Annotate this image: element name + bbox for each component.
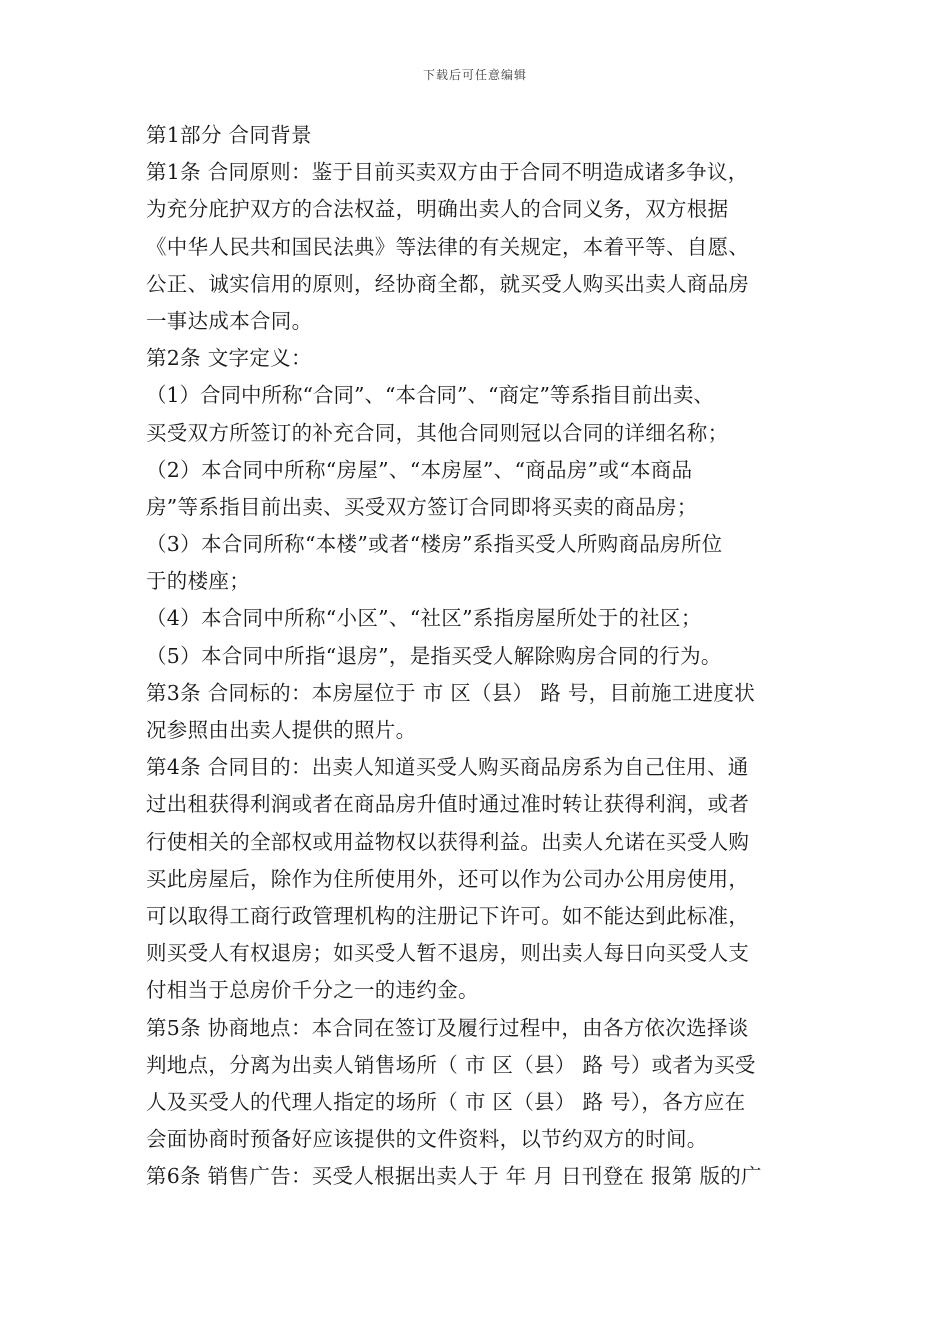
document-body xyxy=(146,117,836,1195)
paragraph-line: 判地点，分离为出卖人销售场所（ 市 区（县） 路 号）或者为买受 xyxy=(146,1052,756,1077)
paragraph-line: 第1条 合同原则：鉴于目前买卖双方由于合同不明造成诸多争议， xyxy=(146,160,749,185)
paragraph-line: 行使相关的全部权或用益物权以获得利益。出卖人允诺在买受人购 xyxy=(146,829,750,854)
paragraph-line: 买受双方所签订的补充合同，其他合同则冠以合同的详细名称； xyxy=(146,420,729,445)
paragraph-line: （1）合同中所称“合同”、“本合同”、“商定”等系指目前出卖、 xyxy=(146,383,714,408)
paragraph-line: 第3条 合同标的：本房屋位于 市 区（县） 路 号，目前施工进度状 xyxy=(146,680,756,705)
paragraph-line: 买此房屋后，除作为住所使用外，还可以作为公司办公用房使用， xyxy=(146,866,750,891)
article-heading: 第2条 文字定义： xyxy=(146,346,312,371)
paragraph-line: 则买受人有权退房；如买受人暂不退房，则出卖人每日向买受人支 xyxy=(146,941,750,966)
paragraph-line: 于的楼座； xyxy=(146,569,250,594)
paragraph-line: 为充分庇护双方的合法权益，明确出卖人的合同义务，双方根据 xyxy=(146,197,729,222)
paragraph-line: 《中华人民共和国民法典》等法律的有关规定，本着平等、自愿、 xyxy=(146,234,750,259)
paragraph-line: 过出租获得利润或者在商品房升值时通过准时转让获得利润，或者 xyxy=(146,792,750,817)
paragraph-line: 房”等系指目前出卖、买受双方签订合同即将买卖的商品房； xyxy=(146,494,698,519)
paragraph-line: 第4条 合同目的：出卖人知道买受人购买商品房系为自己住用、通 xyxy=(146,755,749,780)
header-note: 下载后可任意编辑 xyxy=(422,68,527,82)
paragraph-line: 第6条 销售广告：买受人根据出卖人于 年 月 日刊登在 报第 版的广 xyxy=(146,1164,762,1189)
paragraph-line: 一事达成本合同。 xyxy=(146,308,313,333)
paragraph-line: 第5条 协商地点：本合同在签订及履行过程中，由各方依次选择谈 xyxy=(146,1015,749,1040)
paragraph-line: 可以取得工商行政管理机构的注册记下许可。如不能达到此标准， xyxy=(146,903,750,928)
paragraph-line: 公正、诚实信用的原则，经协商全都，就买受人购买出卖人商品房 xyxy=(146,271,750,296)
paragraph-line: （2）本合同中所称“房屋”、“本房屋”、“商品房”或“本商品 xyxy=(146,457,693,482)
paragraph-line: （4）本合同中所称“小区”、“社区”系指房屋所处于的社区； xyxy=(146,606,702,631)
paragraph-line: （3）本合同所称“本楼”或者“楼房”系指买受人所购商品房所位 xyxy=(146,532,723,557)
paragraph-line: 况参照由出卖人提供的照片。 xyxy=(146,718,417,742)
paragraph-line: 人及买受人的代理人指定的场所（ 市 区（县） 路 号），各方应在 xyxy=(146,1089,746,1114)
paragraph-line: 会面协商时预备好应该提供的文件资料，以节约双方的时间。 xyxy=(146,1127,708,1152)
paragraph-line: 付相当于总房价千分之一的违约金。 xyxy=(146,978,479,1003)
paragraph-line: （5）本合同中所指“退房”，是指买受人解除购房合同的行为。 xyxy=(146,643,722,668)
section-heading: 第1部分 合同背景 xyxy=(146,123,312,147)
